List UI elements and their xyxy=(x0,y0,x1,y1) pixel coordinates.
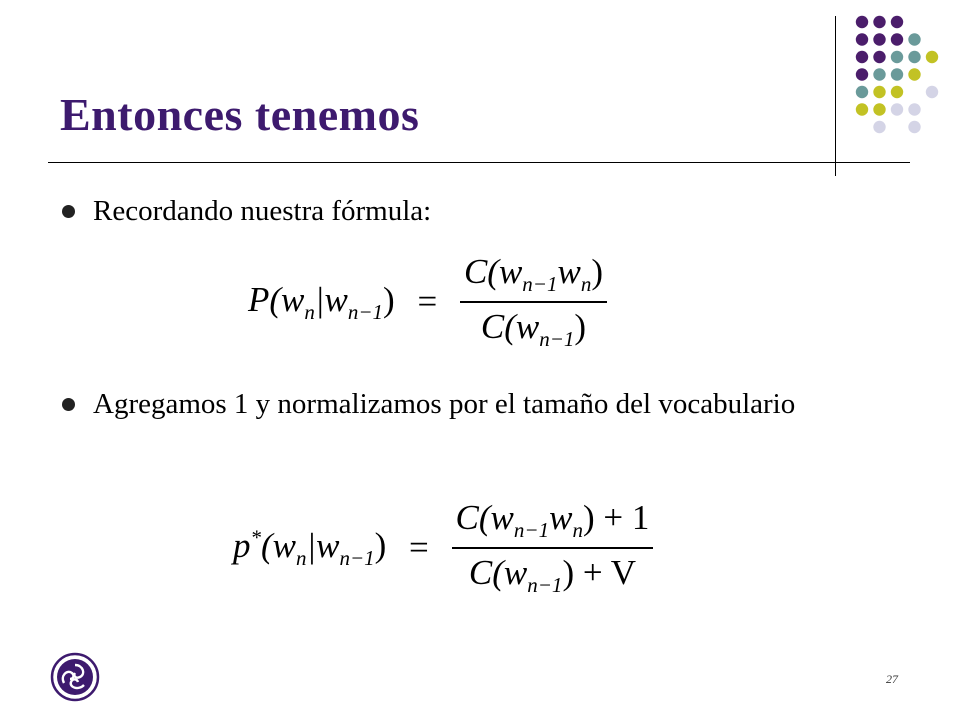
decoration-dot xyxy=(856,33,868,45)
bullet-item xyxy=(62,386,822,422)
title-divider xyxy=(48,162,910,163)
triskelion-logo-icon xyxy=(50,652,100,702)
decoration-dot xyxy=(891,103,903,115)
decoration-dot xyxy=(908,68,920,80)
slide-title: Entonces tenemos xyxy=(60,89,420,140)
decoration-dot xyxy=(856,16,868,28)
formula-lhs: $p^*(w_n|w_{n-1})$ xyxy=(233,525,387,570)
decoration-dot xyxy=(926,51,938,63)
decoration-dot xyxy=(908,103,920,115)
decoration-dot xyxy=(908,121,920,133)
decoration-dot xyxy=(873,121,885,133)
formula-denominator: $C(w_{n-1})$ xyxy=(480,307,587,351)
formula-numerator: $C(w_{n-1}w_n) + 1$ xyxy=(455,498,650,542)
bullet-text: Agregamos 1 y normalizamos por el tamaño del vocabulario xyxy=(93,388,796,420)
dot-grid-decoration xyxy=(0,0,960,170)
formula-denominator: $C(w_{n-1}) + V$ xyxy=(468,553,636,597)
formula-lhs: $P(w_n|w_{n-1})$ xyxy=(248,279,395,324)
decoration-dot xyxy=(891,68,903,80)
bullet-text: Recordando nuestra fórmula: xyxy=(93,195,432,227)
decoration-dot xyxy=(891,86,903,98)
formula-equals: = xyxy=(409,528,429,567)
decoration-dot xyxy=(908,33,920,45)
decoration-dot xyxy=(873,103,885,115)
formula-numerator: $C(w_{n-1}w_n)$ xyxy=(463,252,603,296)
decoration-dot xyxy=(856,103,868,115)
formula-bigram-probability xyxy=(248,252,607,352)
formula-laplace-smoothing xyxy=(233,498,653,598)
decoration-dot xyxy=(873,16,885,28)
page-number: 27 xyxy=(886,672,898,686)
decoration-dot xyxy=(856,51,868,63)
decoration-dot xyxy=(873,86,885,98)
decoration-dot xyxy=(856,86,868,98)
decoration-dot xyxy=(926,86,938,98)
decoration-dot xyxy=(908,51,920,63)
formula-fraction xyxy=(460,252,607,352)
bullet-dot-icon xyxy=(62,398,75,411)
decoration-dot xyxy=(891,33,903,45)
decoration-dot xyxy=(891,16,903,28)
decoration-dot xyxy=(873,51,885,63)
decoration-dot xyxy=(873,33,885,45)
decoration-dot xyxy=(891,51,903,63)
decoration-dot xyxy=(856,68,868,80)
decoration-dot xyxy=(873,68,885,80)
formula-equals: = xyxy=(417,282,438,321)
bullet-dot-icon xyxy=(62,205,75,218)
vertical-divider xyxy=(835,16,836,176)
formula-fraction xyxy=(452,498,654,598)
